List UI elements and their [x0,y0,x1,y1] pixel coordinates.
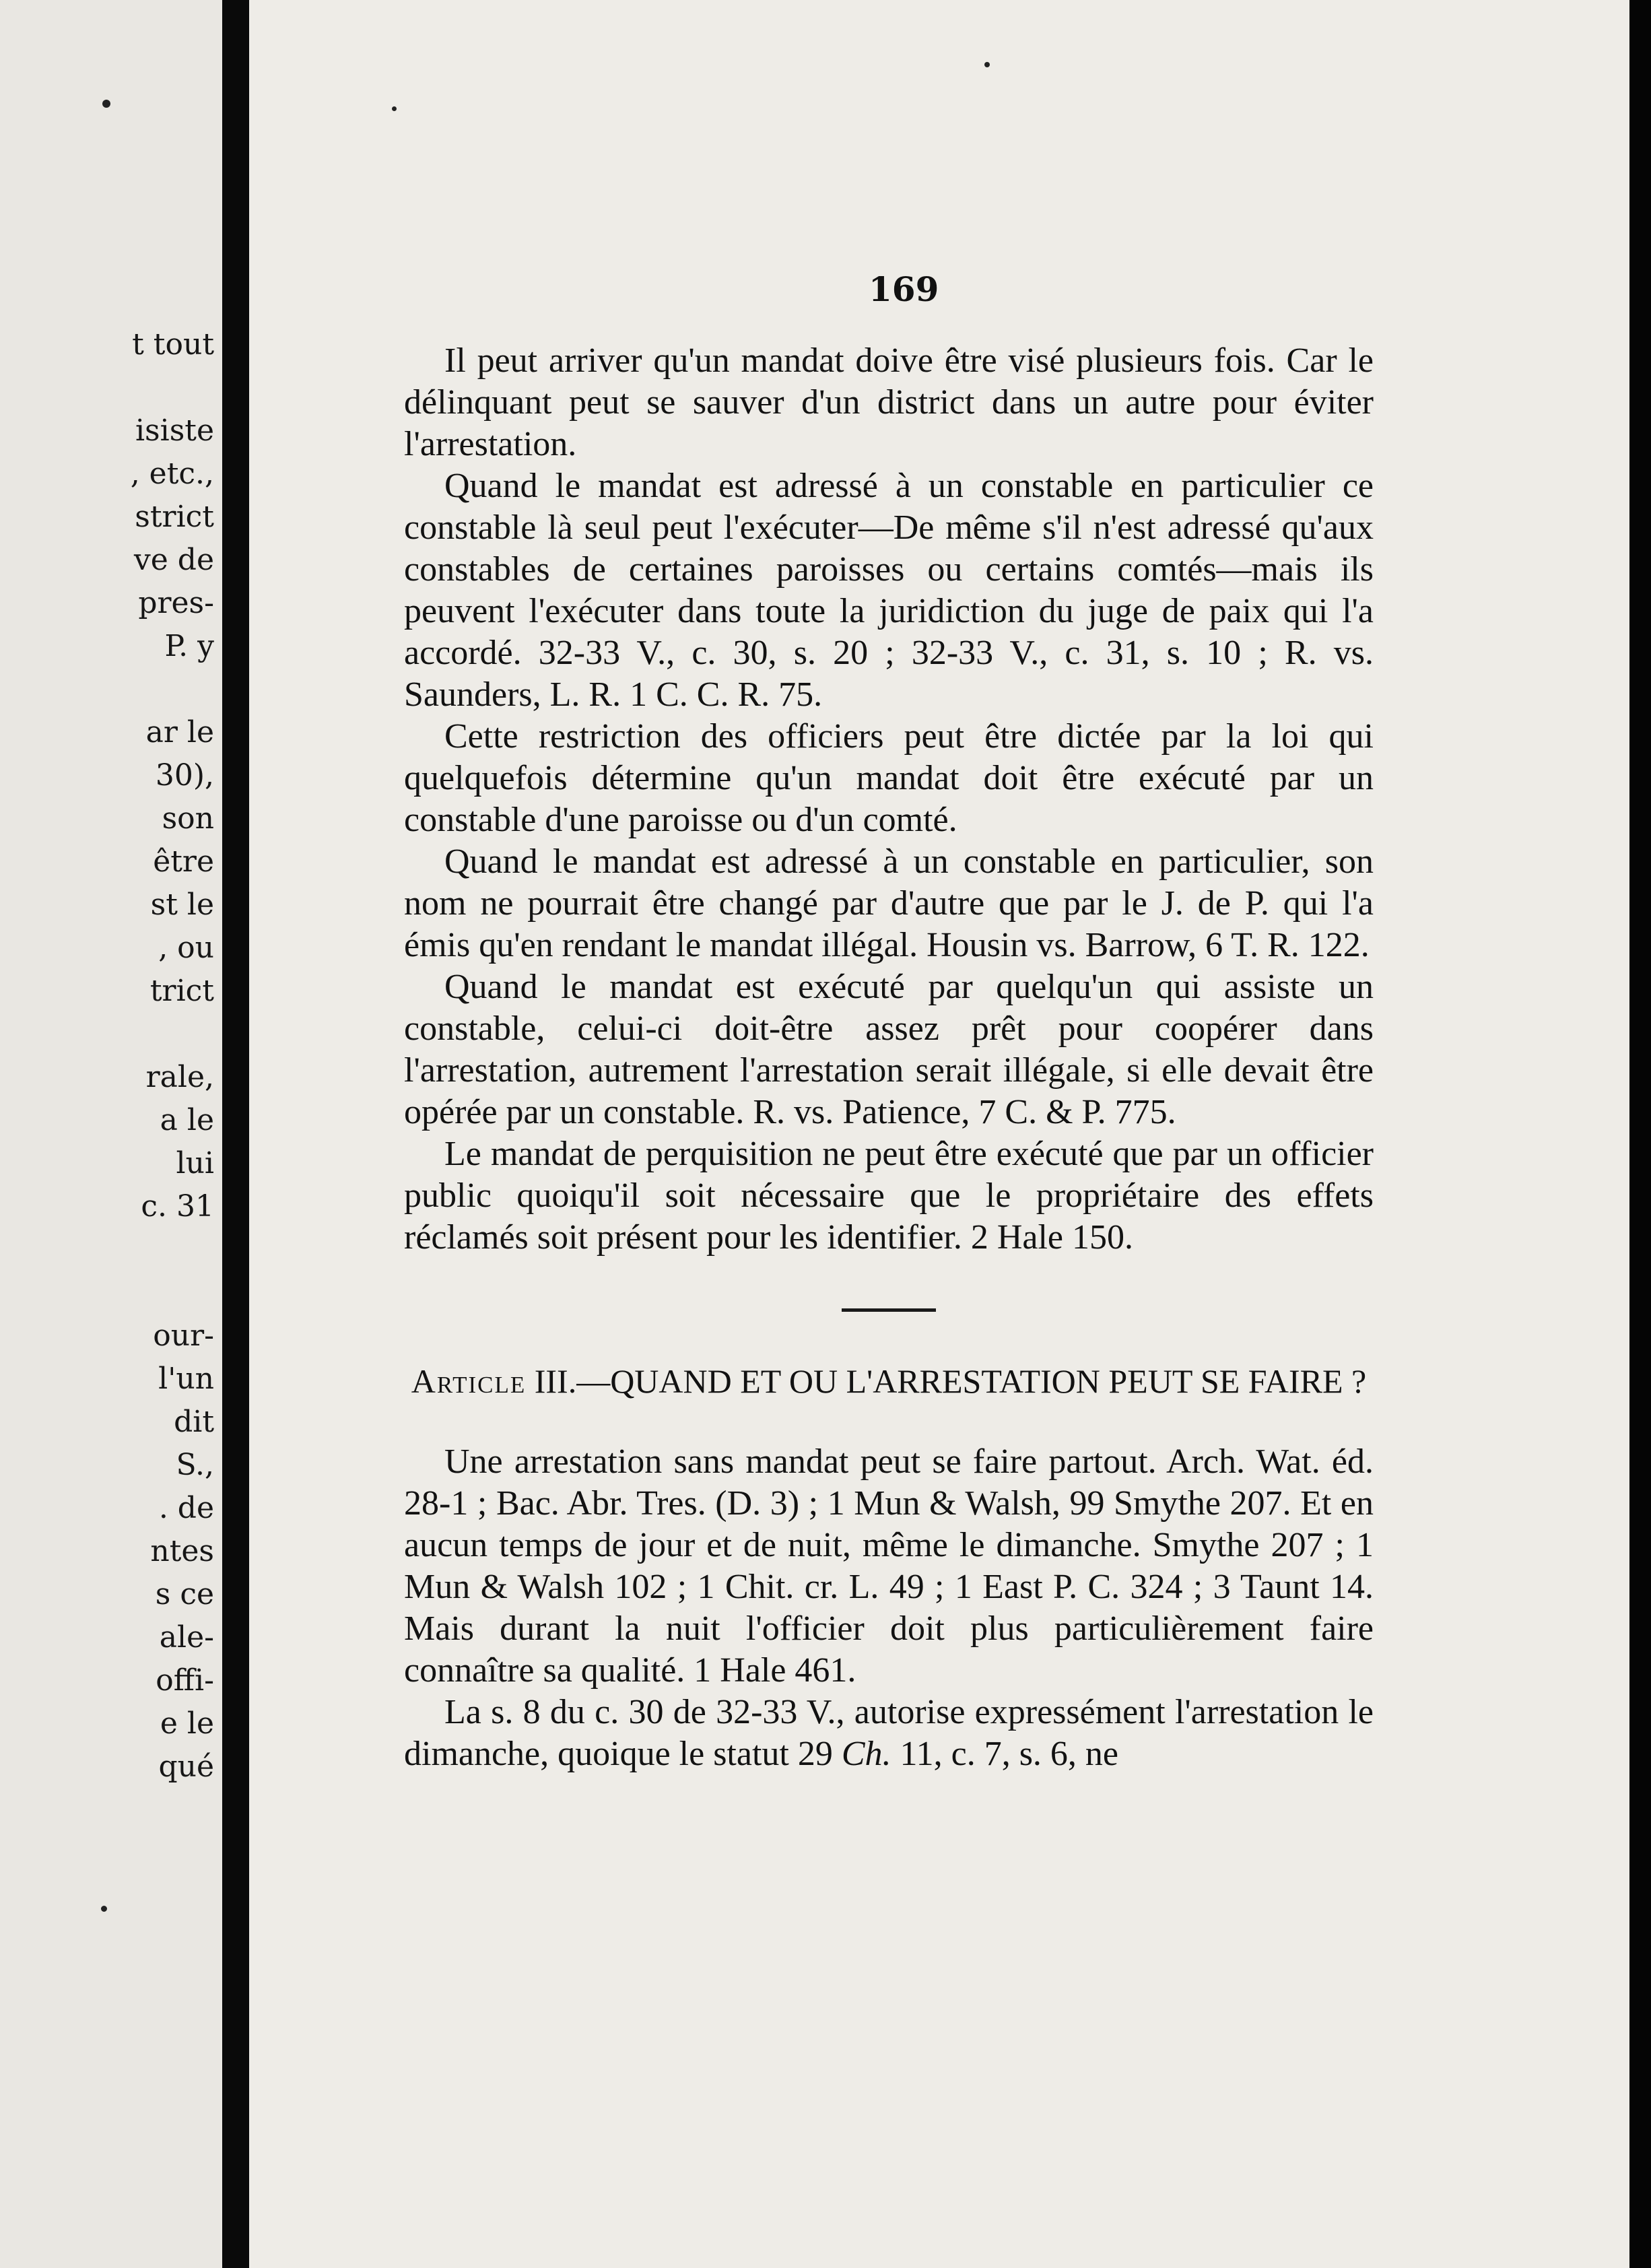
section-divider [842,1308,936,1312]
paragraph: Le mandat de perquisition ne peut être exécuté que par un officier public quoiqu'il soit nécessaire que le propriétaire des effets réclamés soit présent pour les identifier. 2 Hale 150. [404,1135,1374,1257]
ink-speck [392,106,397,111]
ink-speck [984,62,990,67]
left-page-fragment: c. 31 [141,1189,214,1224]
paragraph: Quand le mandat est exécuté par quelqu'un qui assiste un constable, celui-ci doit-être assez prêt pour coopérer dans l'arrestation, autrement l'arrestation serait illégale, si elle devait être opérée par un constable. R. vs. Patience, 7 C. & P. 775. [404,968,1374,1131]
page-number: 169 [869,269,939,309]
left-page-fragment: ar le [145,715,214,749]
left-page-fragment: . de [158,1491,214,1525]
left-page-fragment: lui [176,1146,214,1180]
left-page-fragment: être [153,844,214,879]
book-gutter [222,0,249,2268]
page-right-edge [1629,0,1651,2268]
paragraph: Quand le mandat est adressé à un constable en particulier ce constable là seul peut l'exécuter—De même s'il n'est adressé qu'aux constables de certaines paroisses ou certains comtés—mais ils peuvent l'exécuter dans toute la juridiction du juge de paix qui l'a accordé. 32-33 V., c. 30, s. 20 ; 32-33 V., c. 31, s. 10 ; R. vs. Saunders, L. R. 1 C. C. R. 75. [404,467,1374,714]
paragraph: Cette restriction des officiers peut être dictée par la loi qui quelquefois détermine qu'un mandat doit être exécuté par un constable d'une paroisse ou d'un comté. [404,717,1374,839]
paragraph: Quand le mandat est adressé à un constable en particulier, son nom ne pourrait être changé par d'autre que par le J. de P. qui l'a émis qu'en rendant le mandat illégal. Housin vs. Barrow, 6 T. R. 122. [404,842,1374,964]
left-page-fragment: ve de [133,543,214,577]
left-page-fragment: 30), [155,758,214,793]
left-page-fragment: , etc., [130,457,214,491]
left-page-fragment: isiste [135,413,214,448]
left-page-fragment: e le [160,1706,214,1741]
paragraph: Une arrestation sans mandat peut se faire partout. Arch. Wat. éd. 28-1 ; Bac. Abr. Tres. (D. 3) ; 1 Mun & Walsh, 99 Smythe 207. Et en aucun temps de jour et de nuit, même le dimanche. Smythe 207 ; 1 Mun & Walsh 102 ; 1 Chit. cr. L. 49 ; 1 East P. C. 324 ; 3 Taunt 14. Mais durant la nuit l'officier doit plus particulièrement faire connaître sa qualité. 1 Hale 461. [404,1442,1374,1690]
left-page-fragment: qué [158,1749,214,1784]
left-page-fragment: s ce [155,1577,214,1611]
ink-speck [102,100,110,108]
left-page-fragment: offi- [156,1663,214,1698]
left-page-fragment: ntes [150,1534,214,1568]
left-page-fragment: st le [150,888,214,922]
left-page-fragment: dit [174,1405,214,1439]
left-page-fragment: trict [149,974,214,1008]
article-title: III.—QUAND ET OU L'ARRESTATION PEUT SE FAIRE ? [534,1362,1367,1400]
left-page-fragment: ale- [159,1620,214,1655]
paragraph [404,1692,1374,1775]
left-page-fragment [12,1271,214,1314]
left-page-fragment [12,366,214,409]
left-page-fragment: t tout [132,327,214,362]
final-paragraph-end: 11, c. 7, s. 6, ne [891,1735,1119,1773]
ink-speck [101,1906,107,1912]
left-facing-page [0,0,222,2268]
italic-abbreviation: Ch. [841,1735,891,1773]
left-page-fragment [12,1013,214,1056]
body-text [404,340,1374,1775]
left-page-fragment: S., [176,1448,214,1482]
left-page-fragment: l'un [158,1362,214,1396]
left-page-fragment: pres- [138,586,214,620]
left-page-fragment: strict [135,500,214,534]
left-page-fragment: rale, [145,1060,214,1094]
left-page-fragment: our- [153,1319,214,1353]
left-page-fragment: P. y [164,629,214,663]
final-paragraph-start: La s. 8 du c. 30 de 32-33 V., autorise expressément l'arrestation le dimanche, quoique le statut 29 [404,1693,1374,1773]
left-page-fragment: a le [160,1103,214,1137]
left-page-fragment [12,1228,214,1271]
article-heading [404,1360,1374,1402]
paragraph: Il peut arriver qu'un mandat doive être visé plusieurs fois. Car le délinquant peut se sauver d'un district dans un autre pour éviter l'arrestation. [404,341,1374,463]
left-page-text-fragments [12,323,214,1789]
article-label: Article [411,1362,527,1400]
left-page-fragment [12,668,214,711]
left-page-fragment: , ou [158,931,214,965]
left-page-fragment: son [162,801,214,836]
